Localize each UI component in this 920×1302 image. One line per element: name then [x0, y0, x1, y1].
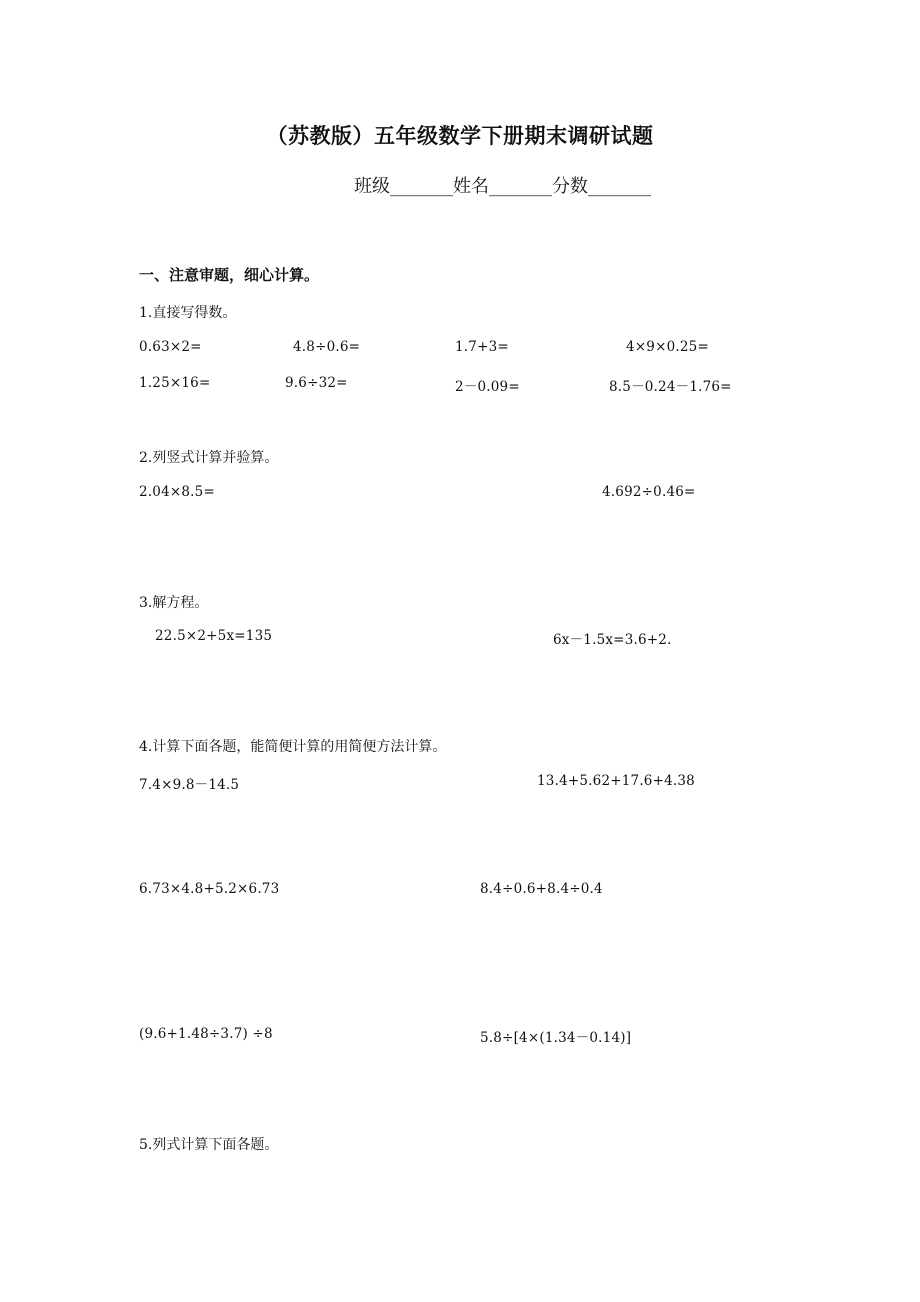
- expression-2-1: 2.04×8.5=: [139, 484, 215, 500]
- question-3-label: 3.解方程。: [139, 595, 209, 611]
- expression-2-2: 4.692÷0.46=: [602, 484, 696, 500]
- section-heading: 一、注意审题，细心计算。: [139, 266, 320, 284]
- expression-1-7: 2－0.09=: [455, 379, 520, 395]
- expression-1-1: 0.63×2=: [139, 339, 202, 355]
- expression-4-1: 7.4×9.8－14.5: [139, 777, 240, 793]
- expression-4-5: (9.6+1.48÷3.7) ÷8: [139, 1026, 273, 1042]
- student-info-line: 班级_______姓名_______分数_______: [354, 176, 651, 197]
- equation-3-2: 6x－1.5x=3.6+2.: [553, 632, 672, 648]
- expression-1-5: 1.25×16=: [139, 375, 211, 391]
- question-2-label: 2.列竖式计算并验算。: [139, 450, 279, 466]
- question-5-label: 5.列式计算下面各题。: [139, 1137, 279, 1153]
- expression-1-3: 1.7+3=: [455, 339, 509, 355]
- question-1-label: 1.直接写得数。: [139, 305, 237, 321]
- page-title: （苏教版）五年级数学下册期末调研试题: [266, 123, 654, 148]
- expression-1-4: 4×9×0.25=: [626, 339, 709, 355]
- equation-3-1: 22.5×2+5x=135: [155, 628, 273, 644]
- expression-4-3: 6.73×4.8+5.2×6.73: [139, 881, 280, 897]
- expression-1-2: 4.8÷0.6=: [293, 339, 361, 355]
- expression-4-4: 8.4÷0.6+8.4÷0.4: [480, 881, 603, 897]
- expression-4-6: 5.8÷[4×(1.34－0.14)]: [480, 1030, 632, 1046]
- expression-4-2: 13.4+5.62+17.6+4.38: [537, 773, 695, 789]
- expression-1-8: 8.5－0.24－1.76=: [609, 379, 732, 395]
- question-4-label: 4.计算下面各题，能简便计算的用简便方法计算。: [139, 739, 447, 755]
- expression-1-6: 9.6÷32=: [285, 375, 348, 391]
